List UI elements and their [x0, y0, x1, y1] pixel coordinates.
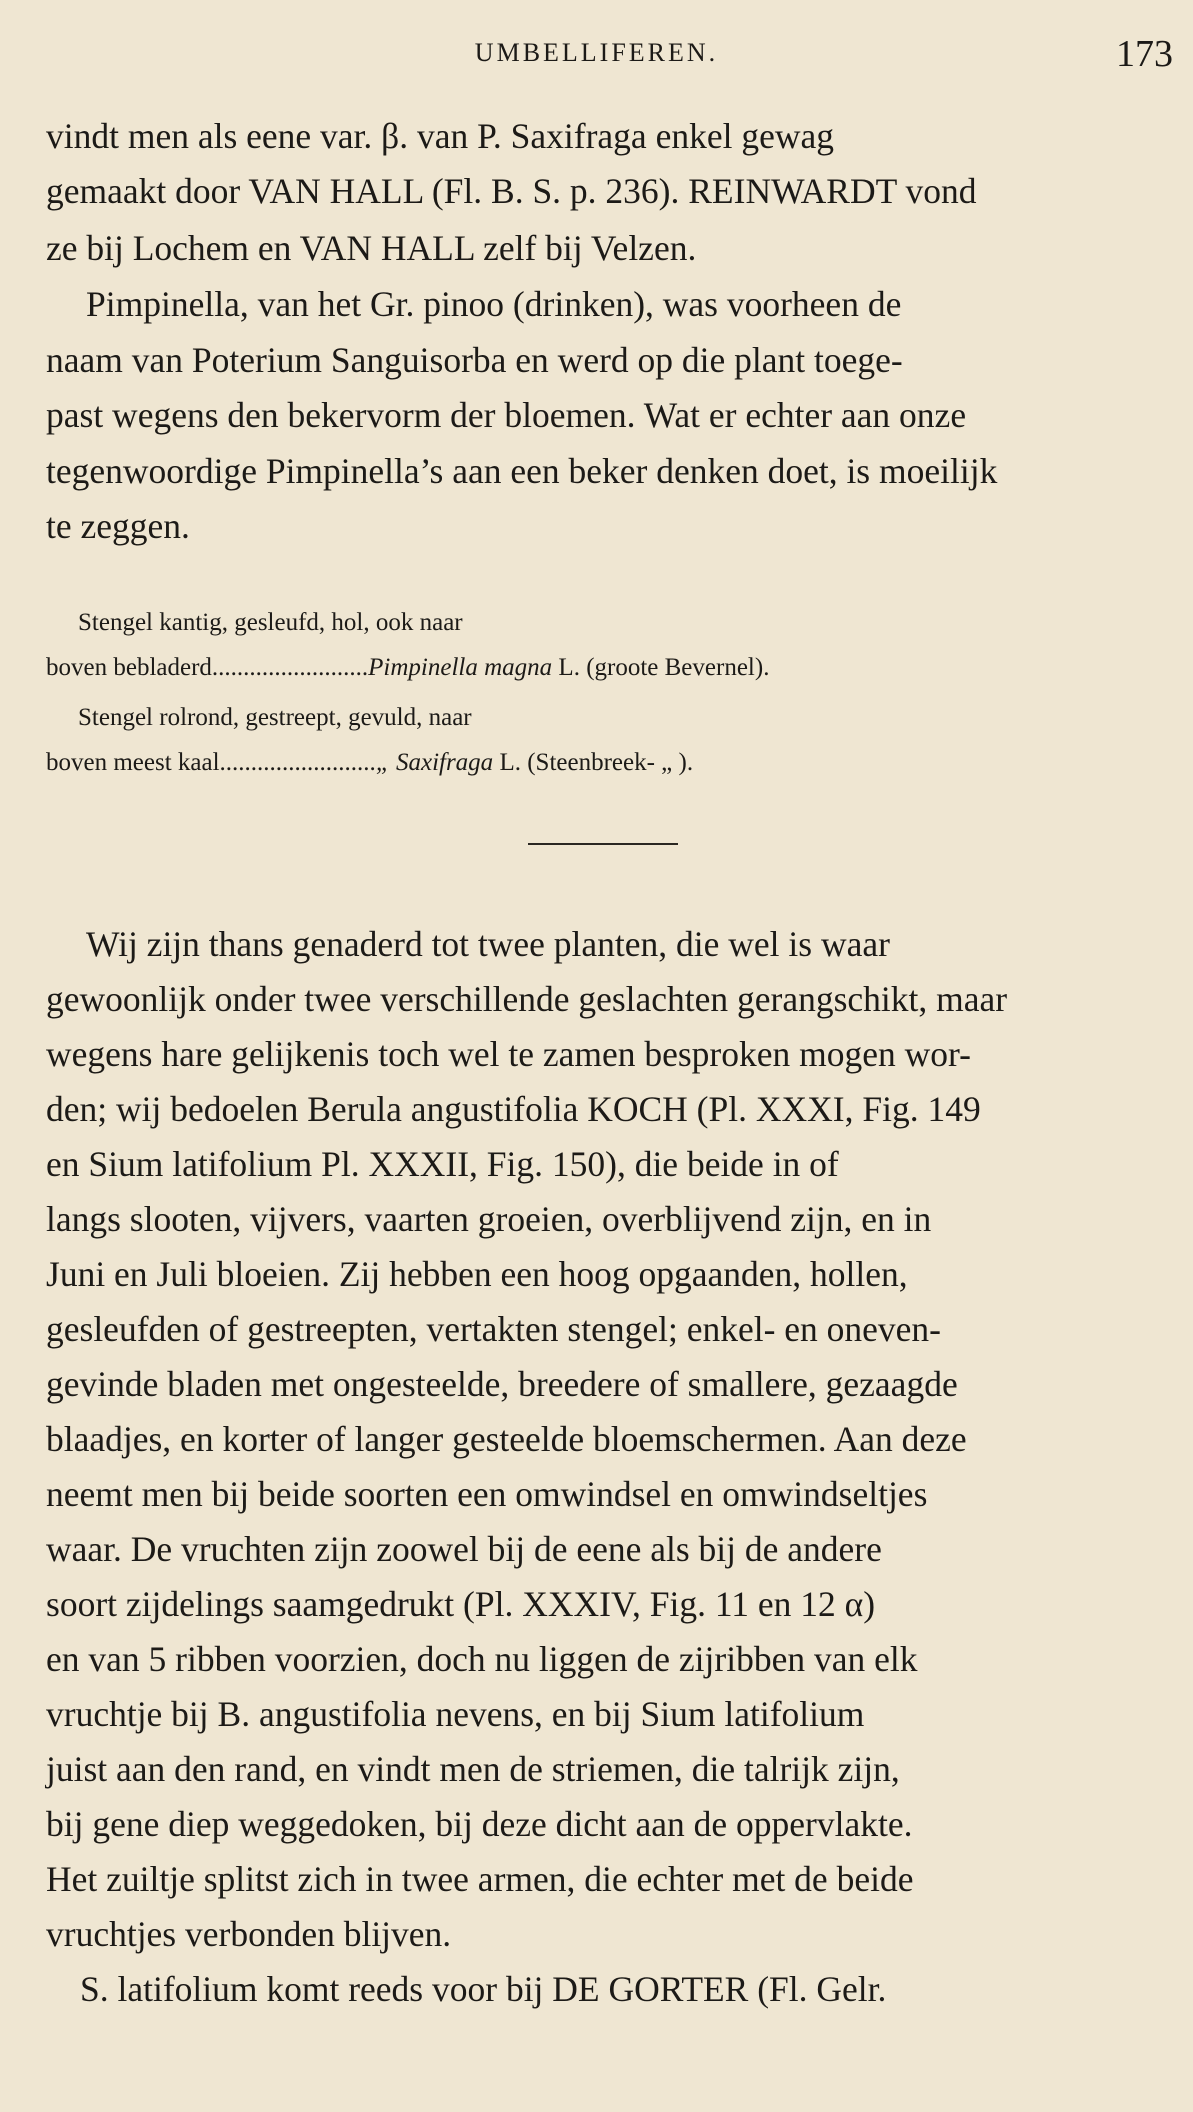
text-line: Het zuiltje splitst zich in twee armen, die echter met de beide [46, 1859, 914, 1899]
text-line: Wij zijn thans genaderd tot twee planten, die wel is waar [86, 924, 890, 964]
text-line: en van 5 ribben voorzien, doch nu liggen de zijribben van elk [46, 1639, 918, 1679]
text-line: past wegens den bekervorm der bloemen. Wat er echter aan onze [46, 395, 967, 435]
text-line: bij gene diep weggedoken, bij deze dicht aan de oppervlakte. [46, 1804, 913, 1844]
section-divider [528, 843, 678, 845]
key-entry-line [46, 648, 1172, 688]
key-common-name: L. (groote Bevernel). [552, 654, 770, 681]
text-line: vindt men als eene var. β. van P. Saxifraga enkel gewag [46, 116, 834, 156]
species-name: „ Saxifraga [375, 749, 494, 776]
text-line: S. latifolium komt reeds voor bij DE GORTER (Fl. Gelr. [80, 1969, 887, 2009]
text-line: gewoonlijk onder twee verschillende geslachten gerangschikt, maar [46, 979, 1008, 1019]
text-line: naam van Poterium Sanguisorba en werd op die plant toege- [46, 340, 903, 380]
page-number: 173 [1116, 33, 1173, 75]
text-line: Juni en Juli bloeien. Zij hebben een hoog opgaanden, hollen, [46, 1254, 908, 1294]
key-entry-line: Stengel rolrond, gestreept, gevuld, naar [78, 704, 472, 731]
text-line: te zeggen. [46, 506, 190, 546]
running-title: UMBELLIFEREN. [474, 38, 719, 67]
key-entry-line [46, 743, 1172, 783]
text-line: vruchtjes verbonden blijven. [46, 1914, 452, 1954]
text-line: ze bij Lochem en VAN HALL zelf bij Velzen. [46, 228, 697, 268]
text-line: blaadjes, en korter of langer gesteelde bloemschermen. Aan deze [46, 1419, 967, 1459]
text-line: vruchtje bij B. angustifolia nevens, en bij Sium latifolium [46, 1694, 865, 1734]
text-line: gemaakt door VAN HALL (Fl. B. S. p. 236). REINWARDT vond [46, 171, 977, 211]
text-line: gevinde bladen met ongesteelde, breedere of smallere, gezaagde [46, 1364, 958, 1404]
key-leader: boven bebladerd......................... [46, 654, 369, 681]
key-common-name: L. (Steenbreek- „ ). [493, 749, 694, 776]
key-leader: boven meest kaal......................... [46, 749, 376, 776]
key-entry-line: Stengel kantig, gesleufd, hol, ook naar [78, 609, 463, 636]
text-line: wegens hare gelijkenis toch wel te zamen besproken mogen wor- [46, 1034, 971, 1074]
text-line: den; wij bedoelen Berula angustifolia KOCH (Pl. XXXI, Fig. 149 [46, 1089, 981, 1129]
text-line: en Sium latifolium Pl. XXXII, Fig. 150), die beide in of [46, 1144, 839, 1184]
text-line: tegenwoordige Pimpinella’s aan een beker denken doet, is moeilijk [46, 451, 998, 491]
text-line: soort zijdelings saamgedrukt (Pl. XXXIV, Fig. 11 en 12 α) [46, 1584, 876, 1624]
text-line: Pimpinella, van het Gr. pinoo (drinken), was voorheen de [86, 284, 902, 324]
text-line: langs slooten, vijvers, vaarten groeien, overblijvend zijn, en in [46, 1199, 932, 1239]
text-line: juist aan den rand, en vindt men de striemen, die talrijk zijn, [46, 1749, 900, 1789]
page-header [0, 32, 1193, 80]
text-line: neemt men bij beide soorten een omwindsel en omwindseltjes [46, 1474, 928, 1514]
text-line: gesleufden of gestreepten, vertakten stengel; enkel- en oneven- [46, 1309, 942, 1349]
text-line: waar. De vruchten zijn zoowel bij de eene als bij de andere [46, 1529, 882, 1569]
species-name: Pimpinella magna [368, 654, 553, 681]
